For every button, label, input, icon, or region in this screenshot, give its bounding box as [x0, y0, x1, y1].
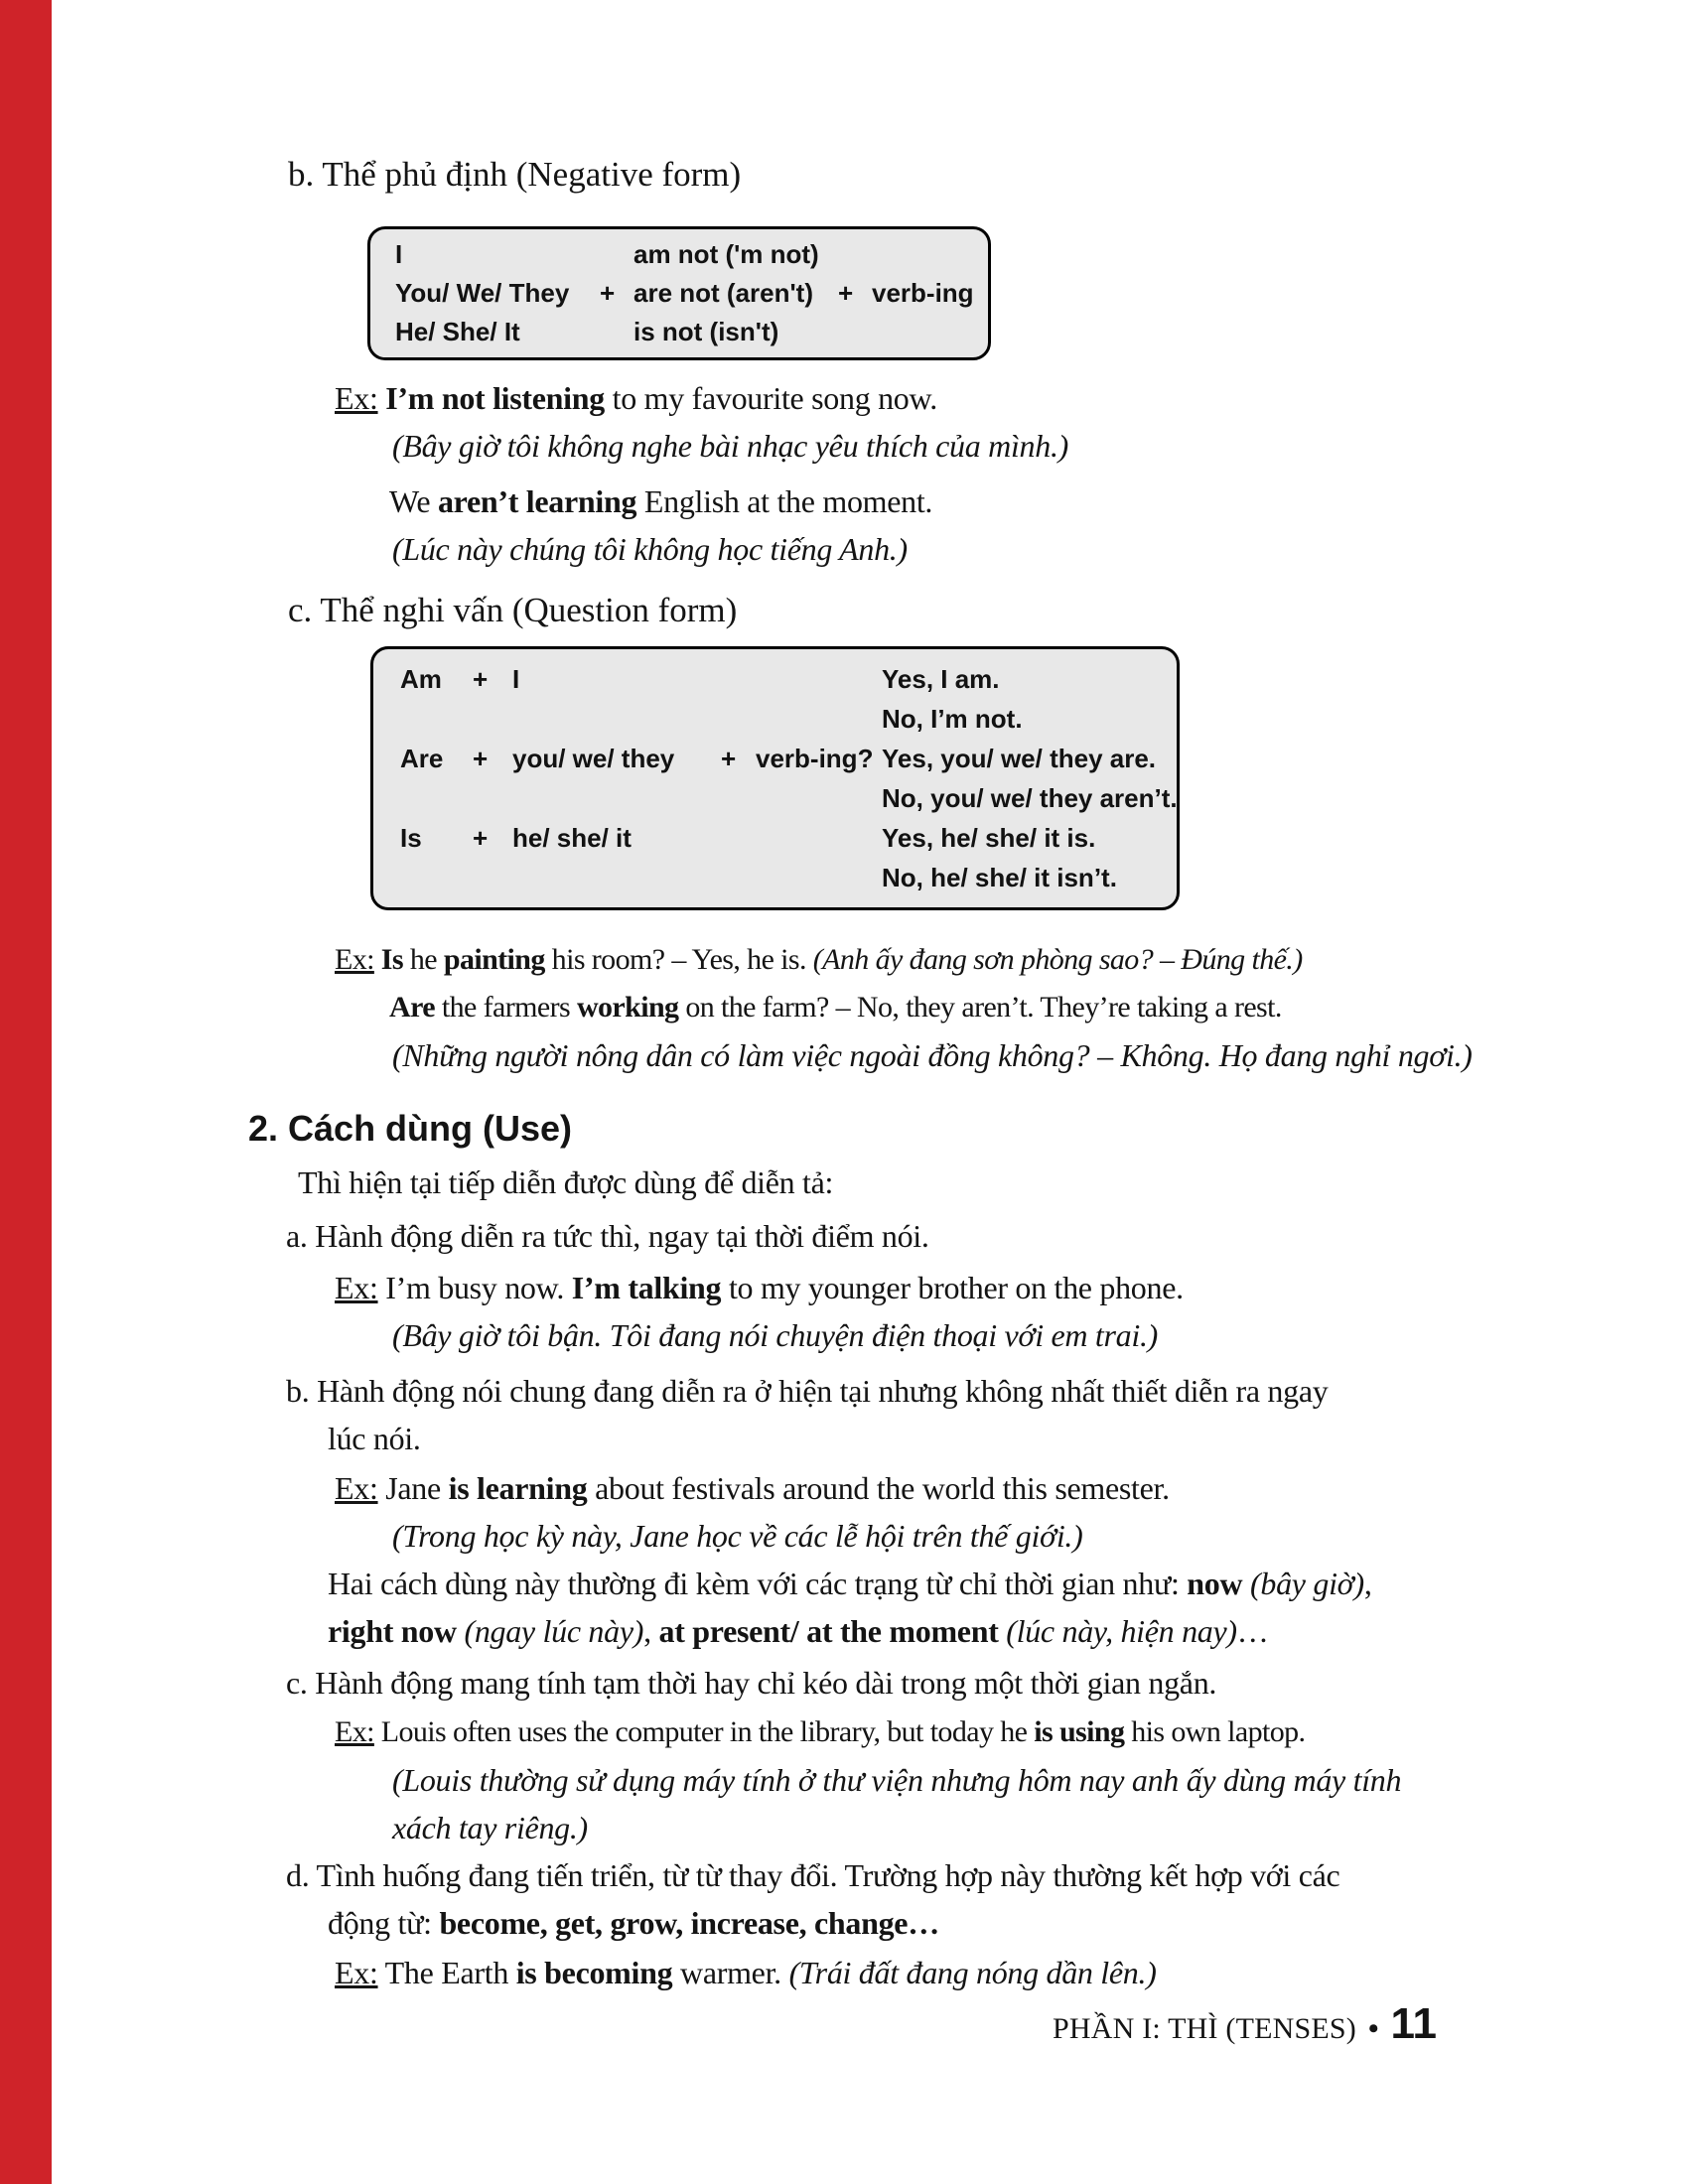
cell-plus: [838, 235, 872, 274]
text-segment: to my younger brother on the phone.: [721, 1270, 1184, 1305]
cell-subject: [512, 778, 721, 818]
cell-aux: Is: [400, 823, 422, 853]
use-item-d-examples: [248, 1949, 1569, 1996]
cell-answer: Yes, I am.: [882, 664, 1000, 694]
heading-negative-form: b. Thể phủ định (Negative form): [288, 155, 742, 194]
table-row: [395, 274, 988, 313]
text-segment: at present/ at the moment: [658, 1613, 999, 1649]
table-row: [395, 235, 988, 274]
text-segment: ,: [1363, 1566, 1372, 1601]
text-segment: Are: [389, 991, 435, 1024]
cell-subject: You/ We/ They: [395, 278, 570, 308]
negative-form-table: [367, 226, 991, 360]
text-segment: [1242, 1566, 1250, 1601]
text-segment: now: [1187, 1566, 1243, 1601]
cell-verb-ing: [756, 778, 882, 818]
cell-verb-ing: [872, 235, 988, 274]
example-sentence: [248, 478, 1569, 525]
vietnamese-translation: (Lúc này chúng tôi không học tiếng Anh.): [392, 531, 908, 567]
footer-bullet: •: [1367, 2012, 1379, 2045]
cell-plus: [721, 659, 756, 699]
text-segment: I’m talking: [571, 1270, 722, 1305]
text-segment: working: [576, 991, 679, 1024]
cell-aux: [400, 858, 473, 897]
vietnamese-translation: (Bây giờ tôi không nghe bài nhạc yêu thích của mình.): [392, 428, 1069, 464]
text-segment: Ex:: [335, 1955, 378, 1990]
use-item-b: b. Hành động nói chung đang diễn ra ở hiện tại nhưng không nhất thiết diễn ra ngay: [286, 1373, 1329, 1409]
text-segment: …: [1236, 1613, 1269, 1649]
text-segment: become, get, grow, increase, change…: [439, 1905, 939, 1941]
text-segment: Ex:: [335, 1470, 378, 1506]
text-segment: (Anh ấy đang sơn phòng sao? – Đúng thế.): [812, 943, 1303, 976]
cell-subject: I: [512, 664, 520, 694]
vietnamese-translation: (Bây giờ tôi bận. Tôi đang nói chuyện điện thoại với em trai.): [392, 1317, 1158, 1353]
use-item-c-examples: [248, 1708, 1569, 1851]
table-row: [400, 858, 1177, 897]
question-examples: [248, 936, 1569, 1079]
use-item-c: c. Hành động mang tính tạm thời hay chỉ kéo dài trong một thời gian ngắn.: [286, 1665, 1217, 1701]
cell-verb-ing: verb-ing: [872, 278, 974, 308]
cell-verb-ing: verb-ing?: [756, 744, 874, 773]
text-segment: [374, 943, 381, 976]
page-content: [248, 149, 1569, 1996]
vietnamese-translation: (Louis thường sử dụng máy tính ở thư viện nhưng hôm nay anh ấy dùng máy tính: [392, 1762, 1402, 1798]
text-segment: I’m busy now.: [377, 1270, 572, 1305]
cell-plus: +: [600, 278, 616, 308]
example-sentence: [248, 1708, 1569, 1756]
page-number: 11: [1390, 1999, 1437, 2048]
example-sentence: [248, 1264, 1569, 1311]
text-segment: to my favourite song now.: [604, 380, 937, 416]
text-segment: is learning: [448, 1470, 588, 1506]
text-segment: is becoming: [515, 1955, 673, 1990]
cell-plus: +: [473, 823, 489, 853]
text-segment: I’m not listening: [385, 380, 605, 416]
text-segment: (Trái đất đang nóng dần lên.): [788, 1955, 1157, 1990]
use-note-line-2: [328, 1607, 1569, 1655]
heading-use: 2. Cách dùng (Use): [248, 1108, 573, 1149]
text-segment: painting: [443, 943, 545, 976]
example-sentence: [248, 374, 1569, 422]
text-segment: his own laptop.: [1124, 1715, 1306, 1748]
cell-verb-ing: [756, 818, 882, 858]
cell-subject: he/ she/ it: [512, 823, 632, 853]
text-segment: (lúc này, hiện nay): [1006, 1613, 1237, 1649]
text-segment: (ngay lúc này): [464, 1613, 644, 1649]
example-sentence: [248, 1464, 1569, 1512]
cell-subject: He/ She/ It: [395, 317, 520, 346]
text-segment: Ex:: [335, 380, 378, 416]
cell-subject: I: [395, 239, 403, 269]
text-segment: The Earth: [377, 1955, 516, 1990]
cell-aux: [400, 699, 473, 739]
text-segment: ,: [643, 1613, 659, 1649]
question-form-table: [370, 646, 1180, 910]
cell-plus: [721, 699, 756, 739]
table-row: [400, 739, 1177, 778]
example-sentence: [248, 936, 1569, 984]
text-segment: Louis often uses the computer in the library, but today he: [373, 1715, 1035, 1748]
cell-plus: +: [473, 664, 489, 694]
page-footer: [1053, 1999, 1437, 2049]
cell-plus: [473, 778, 512, 818]
text-segment: Is: [380, 943, 403, 976]
cell-plus: [600, 235, 633, 274]
cell-verb-ing: [872, 313, 988, 351]
text-segment: Ex:: [335, 1715, 374, 1748]
cell-plus: [838, 313, 872, 351]
use-item-a: a. Hành động diễn ra tức thì, ngay tại thời điểm nói.: [286, 1218, 929, 1254]
cell-verb-form: are not (aren't): [633, 278, 813, 308]
table-row: [400, 699, 1177, 739]
table-row: [400, 778, 1177, 818]
cell-plus: [721, 858, 756, 897]
cell-answer: Yes, you/ we/ they are.: [882, 744, 1157, 773]
cell-subject: [512, 858, 721, 897]
vietnamese-translation: xách tay riêng.): [392, 1810, 588, 1845]
cell-plus: +: [838, 278, 854, 308]
footer-section-label: PHẦN I: THÌ (TENSES): [1053, 2012, 1356, 2045]
page-edge-accent-bar: [0, 0, 52, 2184]
use-note-line-1: [328, 1560, 1569, 1607]
use-item-d-continuation: [328, 1899, 1569, 1947]
vietnamese-translation: (Những người nông dân có làm việc ngoài đồng không? – Không. Họ đang nghỉ ngơi.): [392, 1037, 1473, 1073]
text-segment: is using: [1034, 1715, 1125, 1748]
cell-verb-form: is not (isn't): [633, 317, 779, 346]
cell-answer: No, I’m not.: [882, 704, 1023, 734]
cell-answer: Yes, he/ she/ it is.: [882, 823, 1096, 853]
use-item-b-continuation: lúc nói.: [328, 1421, 421, 1456]
text-segment: Ex:: [335, 1270, 378, 1305]
cell-answer: No, you/ we/ they aren’t.: [882, 783, 1178, 813]
text-segment: right now: [328, 1613, 457, 1649]
text-segment: aren’t learning: [437, 483, 637, 519]
cell-subject: you/ we/ they: [512, 744, 675, 773]
text-segment: Ex:: [335, 943, 374, 976]
cell-aux: Are: [400, 744, 444, 773]
cell-plus: +: [473, 744, 489, 773]
table-row: [400, 659, 1177, 699]
heading-question-form: c. Thể nghi vấn (Question form): [288, 591, 738, 629]
cell-verb-form: am not ('m not): [633, 239, 819, 269]
text-segment: động từ:: [328, 1905, 440, 1941]
cell-aux: Am: [400, 664, 442, 694]
cell-plus: +: [721, 744, 737, 773]
vietnamese-translation: (Trong học kỳ này, Jane học về các lễ hội trên thế giới.): [392, 1518, 1083, 1554]
use-item-b-examples: [248, 1464, 1569, 1560]
text-segment: Jane: [377, 1470, 449, 1506]
cell-answer: No, he/ she/ it isn’t.: [882, 863, 1117, 892]
use-item-d: d. Tình huống đang tiến triển, từ từ thay đổi. Trường hợp này thường kết hợp với các: [286, 1857, 1340, 1893]
text-segment: about festivals around the world this semester.: [587, 1470, 1170, 1506]
text-segment: Hai cách dùng này thường đi kèm với các trạng từ chỉ thời gian như:: [328, 1566, 1188, 1601]
text-segment: warmer.: [672, 1955, 789, 1990]
example-sentence: [248, 1949, 1569, 1996]
use-intro: Thì hiện tại tiếp diễn được dùng để diễn tả:: [298, 1164, 834, 1200]
cell-plus: [600, 313, 633, 351]
cell-plus: [473, 699, 512, 739]
cell-verb-ing: [756, 699, 882, 739]
cell-plus: [721, 778, 756, 818]
text-segment: English at the moment.: [636, 483, 933, 519]
table-row: [395, 313, 988, 351]
text-segment: he: [402, 943, 444, 976]
example-sentence: [248, 984, 1569, 1031]
text-segment: We: [389, 483, 438, 519]
use-item-a-examples: [248, 1264, 1569, 1359]
cell-plus: [473, 858, 512, 897]
text-segment: (bây giờ): [1250, 1566, 1364, 1601]
cell-plus: [721, 818, 756, 858]
cell-verb-ing: [756, 659, 882, 699]
text-segment: on the farm? – No, they aren’t. They’re taking a rest.: [678, 991, 1282, 1024]
text-segment: the farmers: [434, 991, 577, 1024]
negative-examples: [248, 374, 1569, 573]
cell-aux: [400, 778, 473, 818]
text-segment: his room? – Yes, he is.: [544, 943, 813, 976]
cell-subject: [512, 699, 721, 739]
cell-verb-ing: [756, 858, 882, 897]
table-row: [400, 818, 1177, 858]
